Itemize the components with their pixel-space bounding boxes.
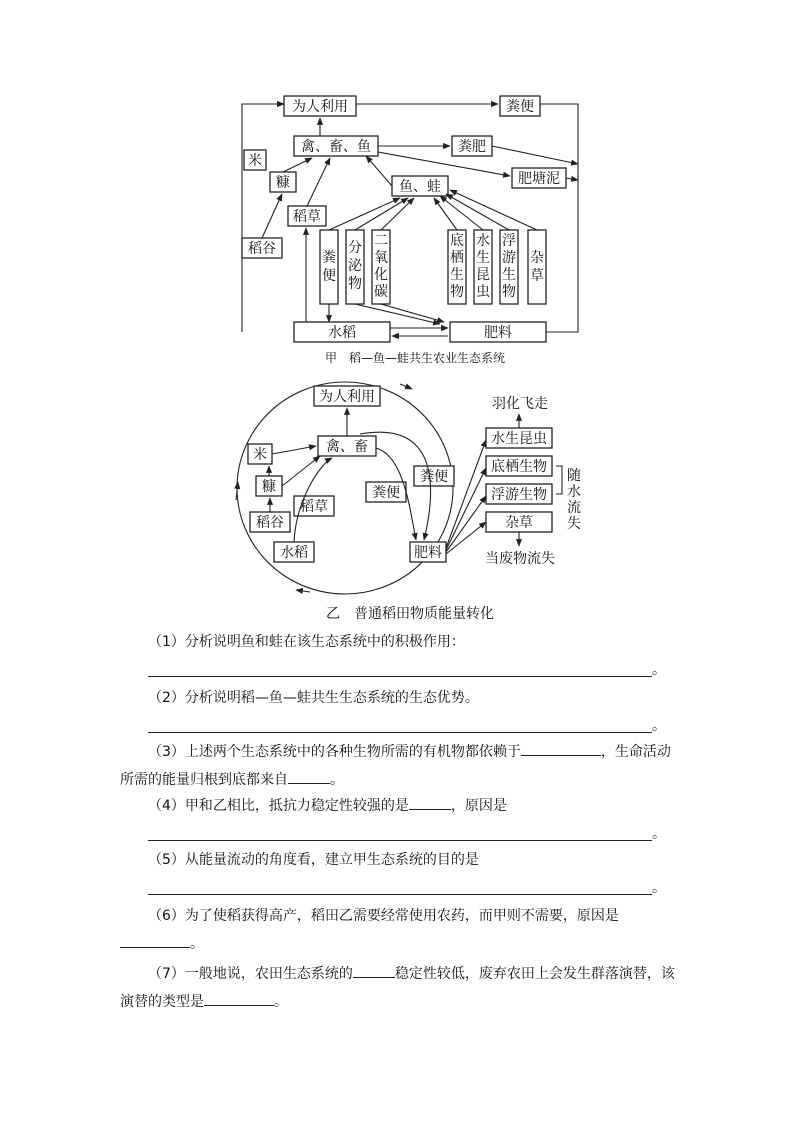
answer-blank-3b[interactable] xyxy=(288,767,330,784)
yi-label-dao-gu: 稻谷 xyxy=(256,515,284,531)
question-5-text: （5）从能量流动的角度看，建立甲生态系统的目的是 xyxy=(148,852,479,868)
caption-yi: 乙 普通稻田物质能量转化 xyxy=(326,606,494,622)
label-di-qi-sheng-wu: 底栖生物 xyxy=(450,233,464,300)
question-6-text: （6）为了使稻获得高产，稻田乙需要经常使用农药，而甲则不需要，原因是 xyxy=(148,908,619,924)
label-fen-bian-top: 粪便 xyxy=(506,99,534,115)
caption-jia: 甲 稻—鱼—蛙共生农业生态系统 xyxy=(324,351,506,365)
question-3 xyxy=(120,738,680,794)
label-za-cao: 杂草 xyxy=(530,250,544,284)
period-5: 。 xyxy=(652,880,666,896)
answer-line-1[interactable] xyxy=(148,656,652,677)
period-1: 。 xyxy=(652,662,666,678)
yi-label-shui-dao: 水稻 xyxy=(280,545,308,561)
answer-line-5[interactable] xyxy=(148,874,652,895)
label-yu-wa: 鱼、蛙 xyxy=(399,179,441,195)
label-fu-you-sheng-wu: 浮游生物 xyxy=(502,233,516,300)
yi-label-dao-cao: 稻草 xyxy=(300,499,328,515)
period-6: 。 xyxy=(190,936,204,952)
answer-blank-3a[interactable] xyxy=(521,739,601,756)
answer-blank-6[interactable] xyxy=(120,931,190,948)
question-6 xyxy=(120,902,680,958)
question-7 xyxy=(120,960,680,1016)
question-2-text: （2）分析说明稻—鱼—蛙共生生态系统的生态优势。 xyxy=(148,690,479,706)
question-7-text-a: （7）一般地说，农田生态系统的 xyxy=(148,966,353,982)
period-2: 。 xyxy=(652,718,666,734)
label-fen-fei: 粪肥 xyxy=(458,139,486,155)
period-7: 。 xyxy=(274,994,288,1010)
question-3-text-c: 所需的能量归根到底都来自 xyxy=(120,772,288,788)
question-4-text-b: ，原因是 xyxy=(450,798,507,814)
label-dao-gu: 稻谷 xyxy=(248,241,276,257)
question-1 xyxy=(120,628,680,677)
question-4-text-a: （4）甲和乙相比，抵抗力稳定性较强的是 xyxy=(148,798,409,814)
label-er-yang-hua-tan: 二氧化碳 xyxy=(374,233,388,300)
label-wei-ren-li-yong: 为人利用 xyxy=(292,99,348,115)
answer-blank-4[interactable] xyxy=(409,793,451,810)
yi-label-fen-bian-inner: 粪便 xyxy=(372,485,400,501)
yi-label-shui-sheng-kun-chong: 水生昆虫 xyxy=(491,431,547,447)
question-1-text: （1）分析说明鱼和蛙在该生态系统中的积极作用： xyxy=(148,634,465,650)
label-shui-dao: 水稻 xyxy=(328,325,356,341)
answer-line-4[interactable] xyxy=(148,820,652,841)
question-3-text-a: （3）上述两个生态系统中的各种生物所需的有机物都依赖于 xyxy=(148,744,521,760)
diagram-jia xyxy=(0,0,794,370)
yi-label-wei-ren-li-yong: 为人利用 xyxy=(319,389,375,405)
question-7-text-c: 演替的类型是 xyxy=(120,994,204,1010)
label-fen-mi-wu: 分泌物 xyxy=(348,240,362,292)
label-qin-chu-yu: 禽、畜、鱼 xyxy=(301,139,371,155)
label-shui-sheng-kun-chong: 水生昆虫 xyxy=(476,233,490,300)
yi-label-qin-chu: 禽、畜 xyxy=(326,439,368,455)
node-za-cao xyxy=(528,230,546,304)
yi-label-dang-fei-wu-liu-shi: 当废物流失 xyxy=(485,551,555,567)
node-fen-bian-v xyxy=(320,230,338,304)
yi-label-za-cao: 杂草 xyxy=(505,515,533,531)
label-dao-cao: 稻草 xyxy=(293,209,321,225)
yi-label-fen-bian-outer: 粪便 xyxy=(420,469,448,485)
label-fei-liao: 肥料 xyxy=(484,325,512,341)
question-2 xyxy=(120,684,680,733)
yi-label-mi: 米 xyxy=(253,447,267,463)
period-3: 。 xyxy=(330,772,344,788)
period-4: 。 xyxy=(652,826,666,842)
diagram-yi xyxy=(0,370,794,630)
answer-line-2[interactable] xyxy=(148,712,652,733)
yi-label-kang: 糠 xyxy=(262,479,276,495)
label-fen-bian-v: 粪便 xyxy=(322,250,336,284)
yi-label-fei-liao: 肥料 xyxy=(414,545,442,561)
question-4 xyxy=(120,792,680,841)
question-3-text-b: ，生命活动 xyxy=(600,744,671,760)
answer-blank-7b[interactable] xyxy=(204,989,274,1006)
answer-blank-7a[interactable] xyxy=(353,961,395,978)
label-mi: 米 xyxy=(248,153,262,169)
label-fei-tang-ni: 肥塘泥 xyxy=(518,171,560,187)
question-7-text-b: 稳定性较低，废弃农田上会发生群落演替，该 xyxy=(394,966,675,982)
yi-label-yu-hua-fei-zou: 羽化飞走 xyxy=(492,396,548,412)
yi-label-di-qi-sheng-wu: 底栖生物 xyxy=(491,459,547,475)
question-5 xyxy=(120,846,680,895)
label-kang: 糠 xyxy=(276,175,290,191)
yi-label-fu-you-sheng-wu: 浮游生物 xyxy=(491,487,547,503)
yi-label-sui-shui-liu-shi: 随水流失 xyxy=(567,468,581,532)
